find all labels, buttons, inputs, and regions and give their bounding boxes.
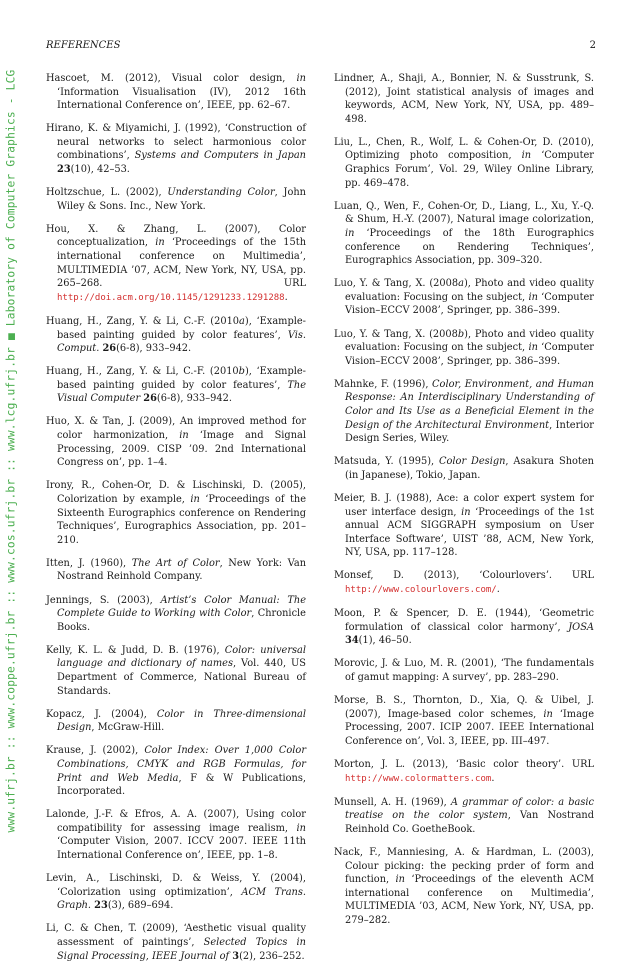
reference-entry — [334, 492, 594, 560]
reference-volume: 26 — [102, 343, 117, 355]
reference-italic-text: The Visual Computer — [57, 379, 306, 405]
reference-text: Levin, A., Lischinski, D. & Weiss, Y. (2004), ‘Colorization using optimization’, — [46, 873, 306, 898]
reference-text: ‘Image Processing, 2007. ICIP 2007. IEEE International Conference on’, Vol. 3, IEEE, pp. III–497. — [345, 708, 594, 747]
reference-text: (6-8), 933–942. — [156, 393, 232, 405]
page-number: 2 — [589, 40, 596, 51]
reference-text: Matsuda, Y. (1995), — [334, 456, 440, 468]
reference-entry — [334, 569, 594, 597]
reference-text: , Chronicle Books. — [57, 608, 306, 633]
reference-italic-text: a — [239, 315, 245, 327]
reference-text: . — [284, 291, 288, 303]
reference-entry — [334, 328, 594, 369]
reference-text: ‘Computer Vision–ECCV 2008’, Springer, pp. 386–399. — [345, 291, 594, 317]
reference-text: Itten, J. (1960), — [46, 557, 132, 569]
reference-entry — [46, 744, 306, 798]
reference-text: Mahnke, F. (1996), — [334, 378, 433, 390]
reference-entry — [334, 846, 594, 928]
reference-entry — [334, 200, 594, 268]
reference-italic-text: Color in Three-dimensional Design — [57, 708, 306, 734]
reference-text: Krause, J. (2002), — [46, 745, 145, 757]
reference-italic-text: A grammar of color: a basic treatise on the color system — [345, 796, 594, 822]
reference-italic-text: in — [179, 430, 189, 442]
reference-text: Morse, B. S., Thornton, D., Xia, Q. & Uibel, J. (2007), Image-based color schemes, — [334, 695, 594, 720]
reference-text: Kelly, K. L. & Judd, D. B. (1976), — [46, 644, 225, 656]
reference-entry — [46, 557, 306, 584]
reference-volume: 34 — [345, 635, 359, 647]
reference-italic-text: The Art of Color — [131, 557, 220, 569]
reference-entry — [46, 594, 306, 635]
reference-text: ‘Proceedings of the eleventh ACM international conference on Multimedia’, MULTIMEDIA ’03, ACM, New York, NY, USA, pp. 279–282. — [345, 874, 594, 926]
reference-text: , McGraw-Hill. — [91, 722, 165, 734]
reference-text: Monsef, D. (2013), ‘Colourlovers’. URL — [334, 570, 594, 582]
reference-text: Luo, Y. & Tang, X. (2008 — [334, 278, 459, 290]
reference-text: Hou, X. & Zhang, L. (2007), Color conceptualization, — [46, 223, 306, 249]
reference-text: Luo, Y. & Tang, X. (2008 — [334, 328, 458, 340]
reference-text: Huang, H., Zang, Y. & Li, C.-F. (2010 — [46, 366, 239, 378]
reference-text: Jennings, S. (2003), — [46, 594, 161, 606]
reference-italic-text: Systems and Computers in Japan — [134, 150, 306, 162]
reference-entry — [334, 694, 594, 748]
repository-watermark: www.ufrj.br :: www.coppe.ufrj.br :: www.cos.ufrj.br :: www.lcg.ufrj.br ■ Laboratory of Computer Graphics - LCG — [4, 69, 18, 833]
reference-text: ‘Proceedings of the 1st annual ACM SIGGRAPH symposium on User Interface Software’, UIST ’88, ACM, New York, NY, USA, pp. 117–128. — [345, 506, 595, 559]
reference-text: (2), 236–252. — [239, 950, 305, 962]
reference-volume: 23 — [94, 900, 108, 912]
reference-text: Luan, Q., Wen, F., Cohen-Or, D., Liang, L., Xu, Y.-Q. & Shum, H.-Y. (2007), Natural image colorization, — [334, 200, 594, 226]
reference-text: , New York: Van Nostrand Reinhold Company. — [57, 557, 307, 583]
reference-text: , Asakura Shoten (in Japanese), Tokio, Japan. — [345, 456, 594, 481]
reference-italic-text: in — [155, 237, 165, 249]
reference-entry — [46, 922, 306, 963]
reference-entry — [334, 796, 594, 837]
reference-volume: 26 — [143, 393, 157, 405]
reference-text: . — [496, 584, 500, 595]
reference-entry — [46, 365, 306, 406]
references-right-column — [334, 72, 594, 937]
reference-text: Munsell, A. H. (1969), — [334, 796, 451, 808]
page-header — [46, 40, 596, 54]
reference-entry — [334, 136, 594, 190]
reference-entry — [46, 644, 306, 698]
reference-volume: 23 — [57, 164, 71, 176]
reference-entry — [46, 122, 306, 176]
reference-entry — [46, 479, 306, 547]
section-title: REFERENCES — [46, 40, 121, 51]
reference-italic-text: a — [458, 278, 464, 290]
reference-italic-text: Color Index: Over 1,000 Color Combinations, CMYK and RGB Formulas, for Print and Web Media — [57, 745, 307, 784]
reference-entry — [46, 708, 306, 735]
reference-entry — [46, 186, 306, 213]
reference-entry — [334, 378, 594, 446]
reference-text: Meier, B. J. (1988), Ace: a color expert system for user interface design, — [334, 492, 594, 518]
reference-italic-text: Vis. Comput. — [57, 329, 306, 355]
reference-entry — [334, 72, 594, 126]
reference-text: Irony, R., Cohen-Or, D. & Lischinski, D. (2005), Colorization by example, — [46, 480, 306, 505]
reference-entry — [334, 657, 594, 684]
reference-text: (6-8), 933–942. — [116, 343, 192, 355]
reference-text: Lalonde, J.-F. & Efros, A. A. (2007), Using color compatibility for assessing image realism, — [46, 809, 306, 834]
reference-volume: 3 — [232, 950, 240, 962]
reference-entry — [46, 223, 306, 306]
reference-text: Kopacz, J. (2004), — [46, 708, 157, 720]
reference-italic-text: in — [521, 150, 532, 162]
reference-text: Lindner, A., Shaji, A., Bonnier, N. & Susstrunk, S. (2012), Joint statistical analysis of images and keywords, ACM, New York, NY, USA, pp. 489–498. — [334, 73, 594, 125]
reference-italic-text: b — [238, 366, 245, 378]
reference-italic-text: in — [296, 73, 306, 84]
reference-italic-text: b — [457, 328, 465, 340]
reference-text: Huo, X. & Tan, J. (2009), An improved method for color harmonization, — [46, 416, 306, 442]
reference-entry — [334, 758, 594, 786]
reference-text: (10), 42–53. — [70, 164, 130, 176]
reference-url-link[interactable]: http://www.colormatters.com — [345, 773, 492, 784]
reference-text: Morovic, J. & Luo, M. R. (2001), ‘The fundamentals of gamut mapping: A survey’, pp. 283–290. — [334, 658, 594, 683]
reference-italic-text: ACM Trans. Graph. — [57, 886, 306, 912]
reference-text: , F & W Publications, Incorporated. — [57, 772, 306, 798]
reference-text: ‘Computer Graphics Forum’, Vol. 29, Wiley Online Library, pp. 469–478. — [345, 150, 594, 189]
reference-italic-text: Understanding Color — [167, 187, 275, 199]
repository-sidebar — [0, 0, 22, 903]
reference-url-link[interactable]: http://doi.acm.org/10.1145/1291233.1291288 — [57, 292, 285, 303]
reference-entry — [334, 277, 594, 318]
reference-text: Morton, J. L. (2013), ‘Basic color theory’. URL — [334, 758, 594, 770]
reference-italic-text: Artist’s Color Manual: The Complete Guide to Working with Color — [57, 594, 306, 620]
reference-text: ), Photo and video quality evaluation: Focusing on the subject, — [345, 328, 594, 354]
reference-text: , Interior Design Series, Wiley. — [345, 419, 594, 445]
reference-text: ), Photo and video quality evaluation: Focusing on the subject, — [345, 278, 595, 303]
reference-text: ‘Proceedings of the 15th international conference on Multimedia’, MULTIMEDIA ’07, ACM, New York, NY, USA, pp. 265–268. URL — [57, 237, 306, 290]
reference-text: ‘Image and Signal Processing, 2009. CISP ’09. 2nd International Congress on’, pp. 1–4. — [57, 430, 306, 469]
reference-italic-text: Selected Topics in Signal Processing, IEEE Journal of — [57, 936, 306, 962]
reference-italic-text: in — [395, 874, 405, 886]
reference-text: ), ‘Example-based painting guided by color features’, — [57, 366, 306, 391]
reference-text: ‘Information Visualisation (IV), 2012 16th International Conference on’, IEEE, pp. 62–67. — [57, 86, 306, 112]
reference-text: ‘Proceedings of the Sixteenth Eurographics conference on Rendering Techniques’, Eurographics Association, pp. 201–210. — [57, 493, 306, 546]
references-left-column — [46, 72, 306, 973]
reference-italic-text: Color: universal language and dictionary of names — [57, 644, 307, 670]
reference-entry — [46, 808, 306, 862]
reference-entry — [46, 72, 306, 113]
reference-text: ‘Proceedings of the 18th Eurographics conference on Rendering Techniques’, Eurographics Association, pp. 309–320. — [345, 227, 594, 267]
reference-text: ), ‘Example-based painting guided by color features’, — [57, 315, 306, 341]
reference-italic-text: in — [543, 708, 553, 720]
reference-text: . — [491, 772, 495, 784]
reference-entry — [46, 315, 306, 356]
reference-text: Hirano, K. & Miyamichi, J. (1992), ‘Construction of neural networks to select harmonious color combinations’, — [46, 123, 306, 162]
reference-text: Moon, P. & Spencer, D. E. (1944), ‘Geometric formulation of classical color harmony’, — [334, 608, 594, 633]
reference-italic-text: in — [528, 291, 538, 303]
reference-italic-text: in — [190, 493, 200, 505]
reference-url-link[interactable]: http://www.colourlovers.com/ — [345, 585, 497, 595]
reference-text: Huang, H., Zang, Y. & Li, C.-F. (2010 — [46, 315, 240, 327]
reference-text: Li, C. & Chen, T. (2009), ‘Aesthetic visual quality assessment of paintings’, — [46, 923, 306, 948]
reference-text: Holtzschue, L. (2002), — [46, 187, 168, 199]
reference-text: Liu, L., Chen, R., Wolf, L. & Cohen-Or, D. (2010), Optimizing photo composition, — [334, 136, 594, 162]
reference-text: (3), 689–694. — [107, 900, 174, 912]
reference-text: ‘Computer Vision–ECCV 2008’, Springer, pp. 386–399. — [345, 342, 594, 367]
reference-entry — [46, 872, 306, 913]
reference-text: Nack, F., Manniesing, A. & Hardman, L. (2003), Colour picking: the pecking prder of form and function, — [334, 846, 594, 886]
reference-italic-text: Color, Environment, and Human Response: An Interdisciplinary Understanding of Color and Its Use as a Beneficial Element in the Design of the Architectural Environment — [345, 378, 594, 431]
reference-entry — [334, 455, 594, 482]
reference-text: , John Wiley & Sons. Inc., New York. — [57, 187, 306, 212]
reference-entry — [46, 415, 306, 469]
reference-text: (1), 46–50. — [358, 635, 412, 647]
reference-italic-text: in — [461, 506, 471, 518]
reference-italic-text: JOSA — [568, 621, 594, 633]
reference-italic-text: Color Design — [439, 456, 506, 468]
reference-text: ‘Computer Vision, 2007. ICCV 2007. IEEE 11th International Conference on’, IEEE, pp. 1–8. — [57, 836, 306, 861]
reference-text: Hascoet, M. (2012), Visual color design, — [46, 73, 297, 84]
reference-italic-text: in — [345, 227, 355, 239]
reference-text: , Vol. 440, US Department of Commerce, National Bureau of Standards. — [57, 658, 306, 697]
reference-text: , Van Nostrand Reinhold Co. GoetheBook. — [345, 810, 594, 835]
reference-italic-text: in — [528, 342, 538, 354]
reference-italic-text: in — [296, 822, 306, 834]
reference-entry — [334, 607, 594, 648]
